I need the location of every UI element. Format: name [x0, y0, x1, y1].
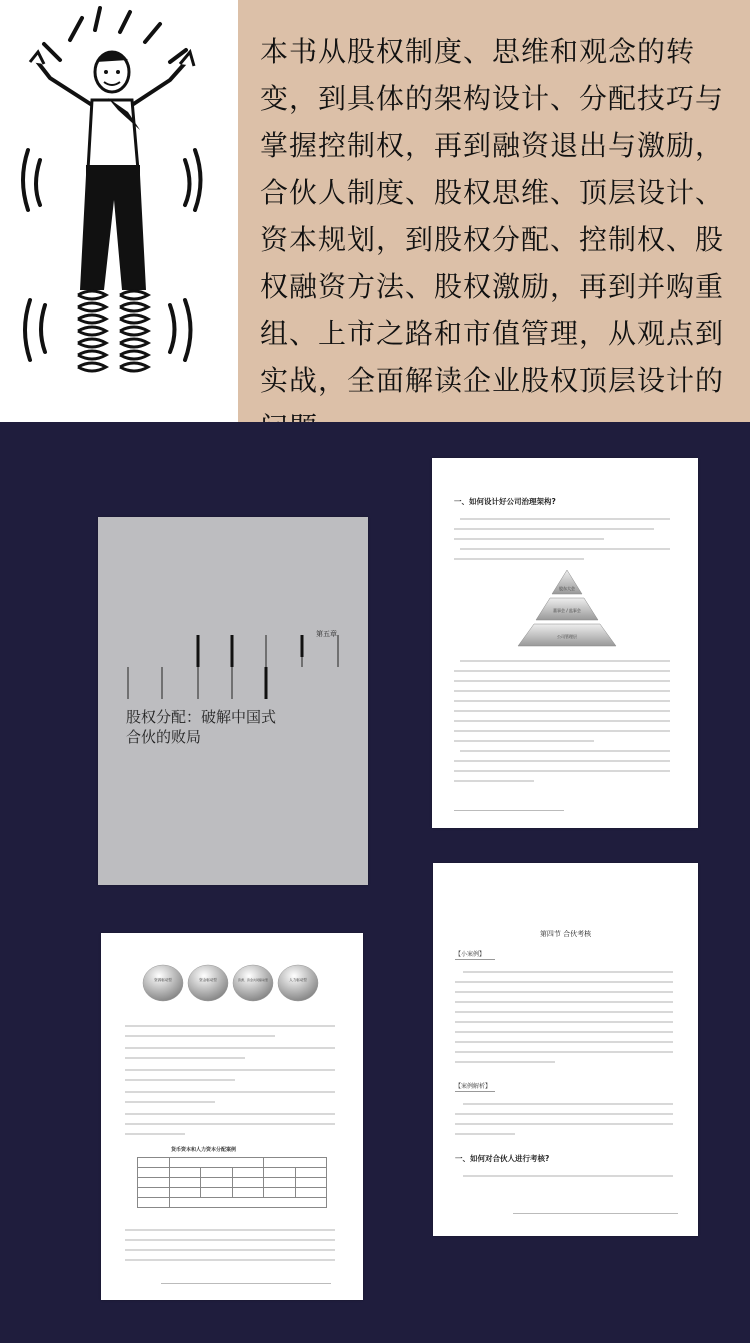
- table-cell: [232, 1168, 264, 1178]
- book-blurb: 本书从股权制度、思维和观念的转变，到具体的架构设计、分配技巧与掌握控制权，再到融资退出与激励，合伙人制度、股权思维、顶层设计、资本规划，到股权分配、控制权、股权融资方法、股权激励，再到并购重组、上市之路和市值管理，从观点到实战，全面解读企业股权顶层设计的: [260, 35, 725, 397]
- table-cell: [138, 1198, 170, 1208]
- text-line: [454, 730, 670, 732]
- share-distribution-page: [101, 933, 363, 1300]
- table-title: 货币资本和人力资本分配案例: [171, 1147, 237, 1153]
- page-footer-rule: [513, 1213, 678, 1214]
- table-cell: [264, 1178, 296, 1188]
- sphere-label-2: 资金驱动型: [199, 978, 217, 982]
- tag-underline: [455, 1091, 495, 1092]
- text-line: [454, 740, 594, 742]
- text-line: [454, 780, 534, 782]
- text-line: [454, 760, 670, 762]
- text-line: [463, 971, 673, 973]
- text-line: [455, 1031, 673, 1033]
- pyramid-level-1: 股东大会: [559, 586, 575, 591]
- table-cell: [169, 1158, 264, 1168]
- sphere-label-1: 资源驱动型: [154, 978, 172, 982]
- text-line: [125, 1133, 185, 1135]
- text-line: [125, 1123, 335, 1125]
- case-tag: 【小案例】: [455, 951, 486, 958]
- table-cell: [138, 1178, 170, 1188]
- page-footer-rule: [454, 810, 564, 811]
- text-line: [460, 518, 670, 520]
- cover-title-line-2: 合伙的败局: [126, 728, 202, 746]
- page-footer-rule: [161, 1283, 331, 1284]
- text-line: [454, 680, 670, 682]
- text-line: [454, 700, 670, 702]
- text-line: [460, 660, 670, 662]
- text-line: [125, 1057, 245, 1059]
- text-line: [454, 670, 670, 672]
- chapter-cover-page: [98, 517, 368, 885]
- text-line: [455, 1123, 673, 1125]
- sphere-diagram: [141, 961, 321, 1011]
- sphere-label-3: 资源、资金共同驱动型: [237, 978, 269, 982]
- text-line: [125, 1047, 335, 1049]
- text-line: [460, 548, 670, 550]
- text-line: [455, 1041, 673, 1043]
- text-line: [455, 1113, 673, 1115]
- partner-subheading: 一、如何对合伙人进行考核?: [455, 1154, 550, 1163]
- sphere-label-4: 人力驱动型: [289, 978, 307, 982]
- table-cell: [232, 1178, 264, 1188]
- text-line: [125, 1259, 335, 1261]
- governance-page: [432, 458, 698, 828]
- partner-assessment-page: [433, 863, 698, 1236]
- pyramid-level-2: 董事会 / 监事会: [553, 608, 581, 613]
- text-line: [125, 1079, 235, 1081]
- distribution-table: [137, 1157, 327, 1208]
- cover-chapter-label: 第五章: [316, 630, 337, 638]
- text-line: [454, 770, 670, 772]
- table-cell: [295, 1168, 327, 1178]
- text-line: [455, 1021, 673, 1023]
- text-line: [455, 1051, 673, 1053]
- text-line: [125, 1239, 335, 1241]
- text-line: [454, 710, 670, 712]
- text-line: [455, 991, 673, 993]
- text-line: [455, 1133, 515, 1135]
- text-line: [454, 720, 670, 722]
- text-line: [125, 1249, 335, 1251]
- table-cell: [295, 1178, 327, 1188]
- cover-title-line-1: 股权分配：破解中国式: [126, 708, 277, 726]
- governance-pyramid-diagram: [512, 568, 622, 648]
- text-line: [455, 1001, 673, 1003]
- text-line: [463, 1175, 673, 1177]
- table-cell: [264, 1158, 327, 1168]
- text-line: [454, 690, 670, 692]
- text-line: [463, 1103, 673, 1105]
- cover-bars-graphic: [98, 517, 368, 885]
- illustration-panel: [0, 0, 238, 422]
- cover-title: [126, 707, 276, 747]
- table-cell: [169, 1198, 327, 1208]
- text-line: [454, 538, 604, 540]
- table-cell: [264, 1168, 296, 1178]
- text-line: [454, 558, 584, 560]
- analysis-tag: 【案例解析】: [455, 1083, 492, 1090]
- pyramid-level-3: 公司管理层: [557, 634, 577, 639]
- table-cell: [138, 1168, 170, 1178]
- table-cell: [201, 1168, 233, 1178]
- table-cell: [264, 1188, 296, 1198]
- section-title: 第四节 合伙考核: [539, 930, 592, 938]
- text-line: [125, 1069, 335, 1071]
- table-cell: [201, 1188, 233, 1198]
- governance-heading: 一、如何设计好公司治理架构?: [454, 497, 556, 506]
- tag-underline: [455, 959, 495, 960]
- text-line: [455, 1011, 673, 1013]
- table-cell: [138, 1188, 170, 1198]
- top-section: [0, 0, 750, 422]
- text-line: [454, 528, 654, 530]
- table-cell: [169, 1168, 201, 1178]
- text-line: [125, 1091, 335, 1093]
- table-cell: [232, 1188, 264, 1198]
- text-line: [125, 1229, 335, 1231]
- text-line: [125, 1113, 335, 1115]
- table-cell: [295, 1188, 327, 1198]
- text-line: [455, 981, 673, 983]
- table-cell: [169, 1188, 201, 1198]
- text-line: [125, 1035, 275, 1037]
- text-line: [125, 1025, 335, 1027]
- text-line: [460, 750, 670, 752]
- text-line: [455, 1061, 555, 1063]
- jumping-man-on-springs-icon: [0, 0, 238, 422]
- table-cell: [138, 1158, 170, 1168]
- text-line: [125, 1101, 215, 1103]
- table-cell: [201, 1178, 233, 1188]
- table-cell: [169, 1178, 201, 1188]
- blurb-panel: [238, 0, 750, 422]
